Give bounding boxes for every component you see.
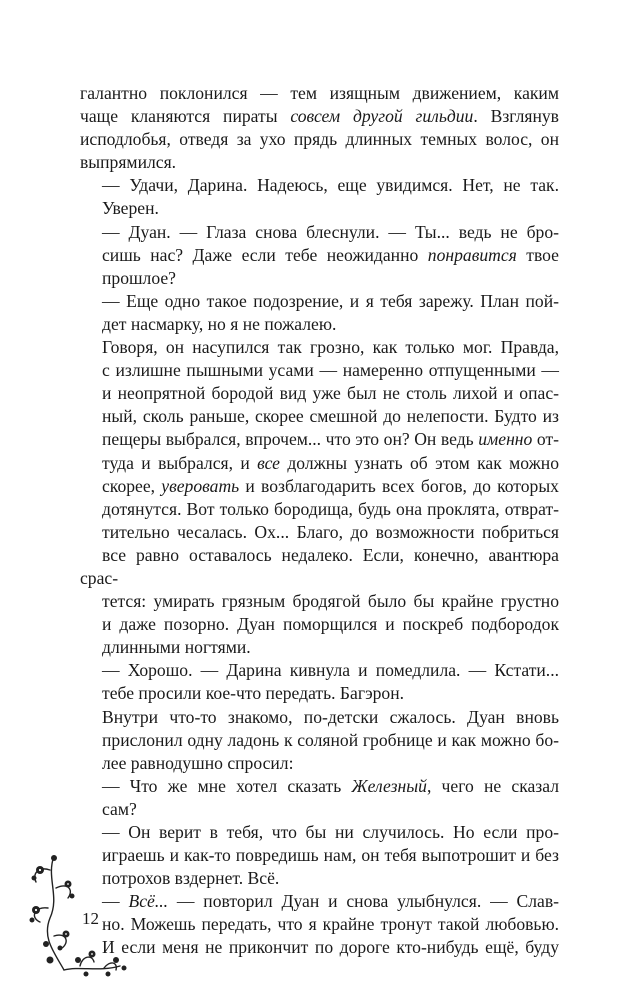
text-line: лее равнодушно спросил: bbox=[102, 752, 294, 773]
text-line: выпрямился. bbox=[80, 152, 177, 173]
text-line: галантно поклонился — тем изящным движением, каким bbox=[80, 83, 559, 103]
paragraph bbox=[80, 890, 559, 959]
text-line: — Дуан. — Глаза снова блеснули. — Ты... ведь не бро- bbox=[102, 221, 559, 242]
text-line: Уверен. bbox=[102, 198, 159, 219]
page-number: 12 bbox=[82, 909, 99, 928]
emphasis: Железный bbox=[351, 775, 427, 796]
body-text bbox=[80, 82, 559, 960]
text-line: — Он верит в тебя, что бы ни случилось. Но если про- bbox=[102, 822, 559, 842]
text-line: чаще кланяются пираты совсем другой гильдии. Взглянув bbox=[80, 106, 559, 127]
paragraph bbox=[80, 290, 559, 336]
text-line: и неопрятной бородой вид уже был не столь лихой и опас- bbox=[102, 383, 559, 404]
text-line: длинными ногтями. bbox=[102, 637, 251, 658]
text-line: Говоря, он насупился так грозно, как только мог. Правда, bbox=[102, 337, 559, 358]
text-line: ный, сколь раньше, скорее смешной до нелепости. Будто из bbox=[102, 406, 559, 427]
text-line: но. Можешь передать, что я крайне тронут такой любовью. bbox=[102, 914, 559, 935]
text-line: скорее, уверовать и возблагодарить всех богов, до которых bbox=[102, 475, 559, 496]
text-line: — Всё... — повторил Дуан и снова улыбнулся. — Слав- bbox=[102, 891, 559, 912]
text-line: прошлое? bbox=[102, 267, 176, 288]
paragraph bbox=[80, 82, 559, 174]
emphasis: совсем другой гильдии bbox=[290, 106, 474, 127]
text-line: туда и выбрался, и все должны узнать об этом как можно bbox=[102, 452, 559, 473]
text-line: все равно оставалось недалеко. Если, конечно, авантюра срас- bbox=[80, 544, 559, 588]
paragraph bbox=[80, 336, 559, 659]
emphasis: уверовать bbox=[161, 475, 240, 496]
paragraph bbox=[80, 706, 559, 775]
text-line: сишь нас? Даже если тебе неожиданно понравится твое bbox=[102, 244, 559, 265]
text-line: с излишне пышными усами — намеренно отпущенными — bbox=[102, 360, 559, 381]
paragraph bbox=[80, 821, 559, 890]
text-line: тется: умирать грязным бродягой было бы крайне грустно bbox=[102, 591, 559, 612]
emphasis: понравится bbox=[427, 244, 517, 265]
floral-corner-ornament bbox=[20, 848, 140, 978]
text-line: тительно чесалась. Ох... Благо, до возможности побриться bbox=[102, 521, 559, 542]
paragraph bbox=[80, 775, 559, 821]
text-line: и даже позорно. Дуан поморщился и поскреб подбородок bbox=[102, 614, 559, 635]
text-line: — Что же мне хотел сказать Железный, чего не сказал bbox=[102, 775, 559, 796]
text-line: — Еще одно такое подозрение, и я тебя зарежу. План пой- bbox=[102, 290, 559, 311]
text-line: — Удачи, Дарина. Надеюсь, еще увидимся. Нет, не так. bbox=[102, 175, 559, 196]
paragraph bbox=[80, 659, 559, 705]
text-line: сам? bbox=[102, 798, 137, 819]
emphasis: именно bbox=[478, 429, 533, 450]
text-line: потрохов вздернет. Всё. bbox=[102, 868, 280, 889]
paragraph bbox=[80, 221, 559, 290]
text-line: И если меня не прикончит по дороге кто-нибудь ещё, буду bbox=[102, 937, 559, 958]
text-line: прислонил одну ладонь к соляной гробнице и как можно бо- bbox=[102, 729, 559, 750]
text-line: исподлобья, отведя за ухо прядь длинных темных волос, он bbox=[80, 129, 559, 150]
text-line: играешь и как-то повредишь нам, он тебя выпотрошит и без bbox=[102, 845, 559, 866]
paragraph bbox=[80, 174, 559, 220]
text-line: дотянутся. Вот только бородища, будь она проклята, отврат- bbox=[102, 498, 559, 519]
emphasis: все bbox=[257, 452, 280, 473]
text-line: — Хорошо. — Дарина кивнула и помедлила. — Кстати... bbox=[102, 660, 559, 681]
text-line: пещеры выбрался, впрочем... что это он? Он ведь именно от- bbox=[102, 429, 559, 450]
text-line: дет насмарку, но я не пожалею. bbox=[102, 313, 337, 334]
text-line: тебе просили кое-что передать. Багэрон. bbox=[102, 683, 405, 704]
emphasis: Всё... bbox=[128, 891, 169, 912]
text-line: Внутри что-то знакомо, по-детски сжалось. Дуан вновь bbox=[102, 706, 559, 727]
